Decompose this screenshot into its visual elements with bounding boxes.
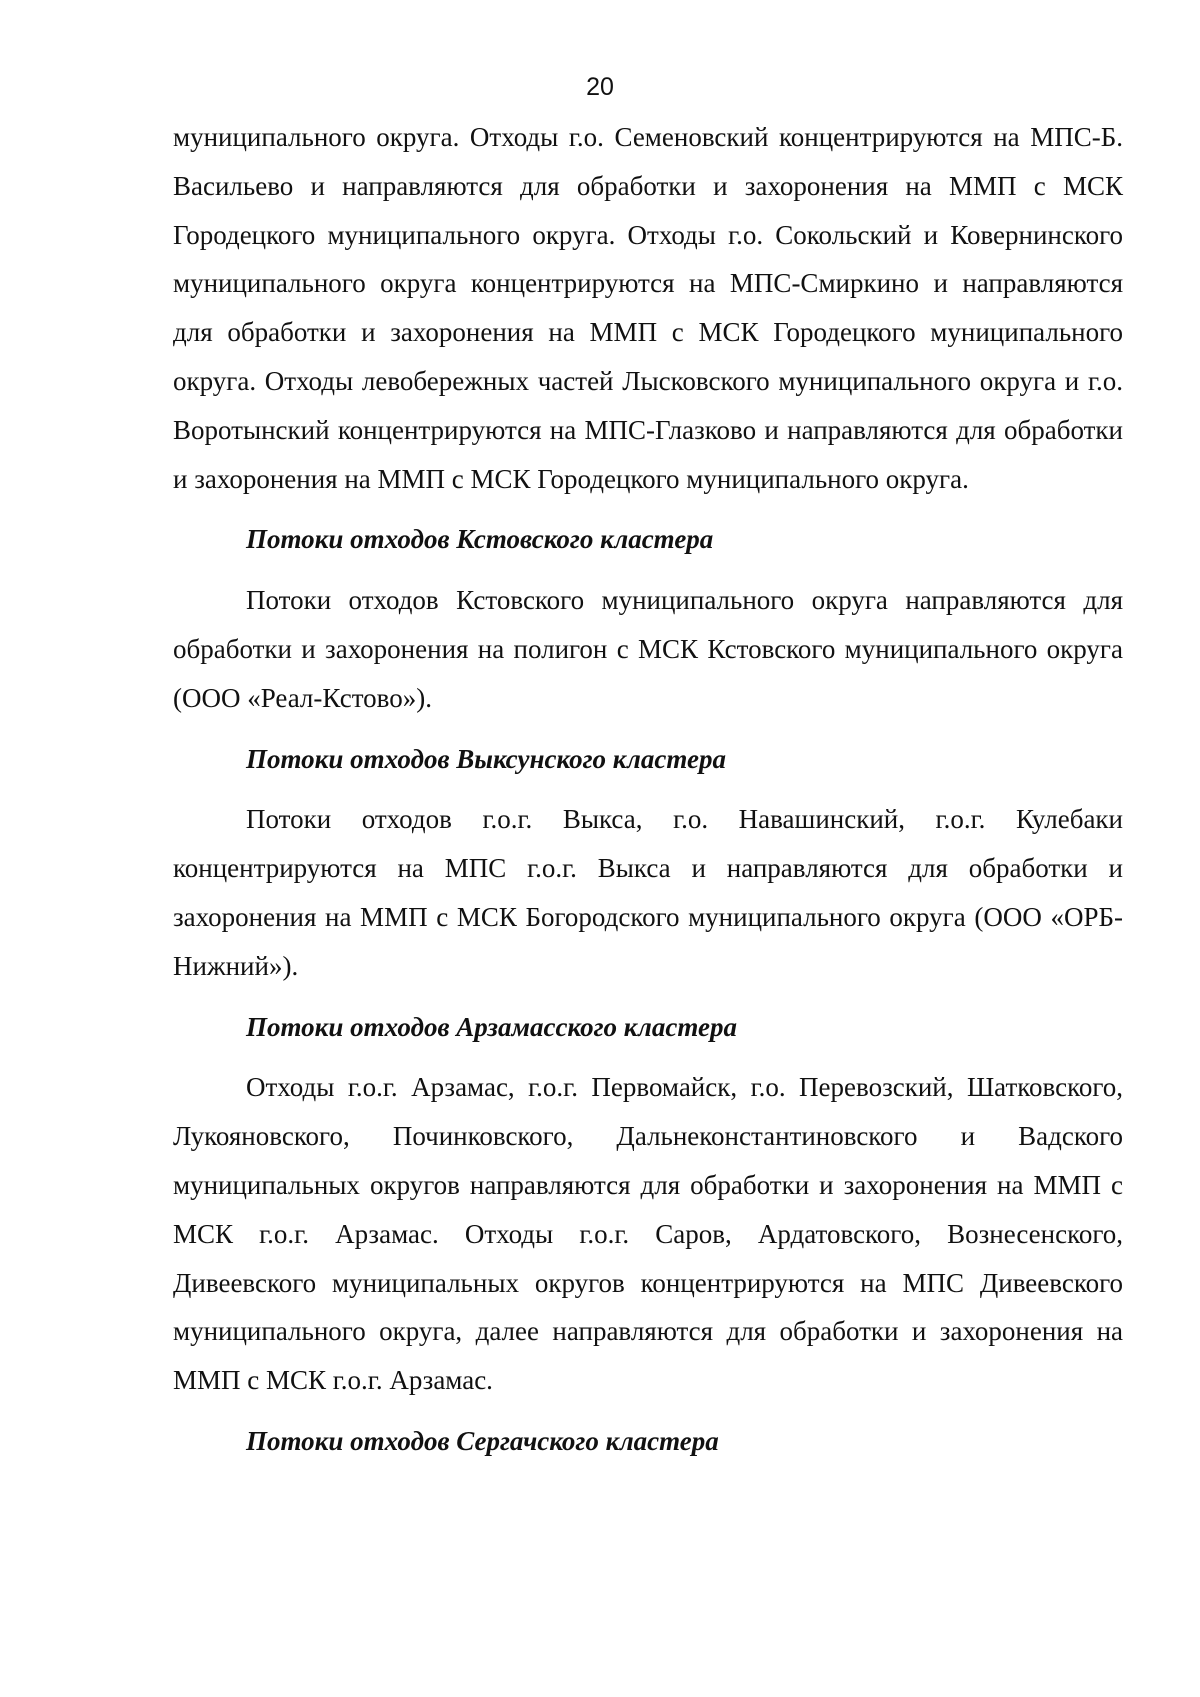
paragraph-arzamas-cluster: Отходы г.о.г. Арзамас, г.о.г. Первомайск, г.о. Перевозский, Шатковского, Лукояновского, Починковского, Дальнеконстантиновского и Вадского муниципальных округов направляются для обработки и захоронения на ММП с МСК г.о.г. Арзамас. Отходы г.о.г. Саров, Ардатовского, Вознесенского, Дивеевского муниципальных округов концентрируются на МПС Дивеевского муниципального округа, далее направляются для обработки и захоронения на ММП с МСК г.о.г. Арзамас.: [173, 1072, 1123, 1396]
heading-vyksa-cluster: Потоки отходов Выксунского кластера: [246, 743, 727, 774]
paragraph-gorodets-cluster-continuation: муниципального округа. Отходы г.о. Семеновский концентрируются на МПС-Б. Васильево и направляются для обработки и захоронения на ММП с МСК Городецкого муниципального округа. Отходы г.о. Сокольский и Ковернинского муниципального округа концентрируются на МПС-Смиркино и направляются для обработки и захоронения на ММП с МСК Городецкого муниципального округа. Отходы левобережных частей Лысковского муниципального округа и г.о. Воротынский концентрируются на МПС-Глазково и направляются для обработки и захоронения на ММП с МСК Городецкого муниципального округа.: [173, 122, 1123, 494]
paragraph-vyksa-cluster: Потоки отходов г.о.г. Выкса, г.о. Навашинский, г.о.г. Кулебаки концентрируются на МПС г.о.г. Выкса и направляются для обработки и захоронения на ММП с МСК Богородского муниципального округа (ООО «ОРБ-Нижний»).: [173, 804, 1123, 981]
document-body: [173, 113, 1123, 1466]
heading-kstovo-cluster: Потоки отходов Кстовского кластера: [246, 524, 714, 555]
page-number: 20: [586, 73, 614, 101]
paragraph-kstovo-cluster: Потоки отходов Кстовского муниципального округа направляются для обработки и захоронения на полигон с МСК Кстовского муниципального округа (ООО «Реал-Кстово»).: [173, 585, 1123, 713]
heading-sergach-cluster: Потоки отходов Сергачского кластера: [246, 1425, 719, 1456]
heading-arzamas-cluster: Потоки отходов Арзамасского кластера: [246, 1011, 737, 1042]
